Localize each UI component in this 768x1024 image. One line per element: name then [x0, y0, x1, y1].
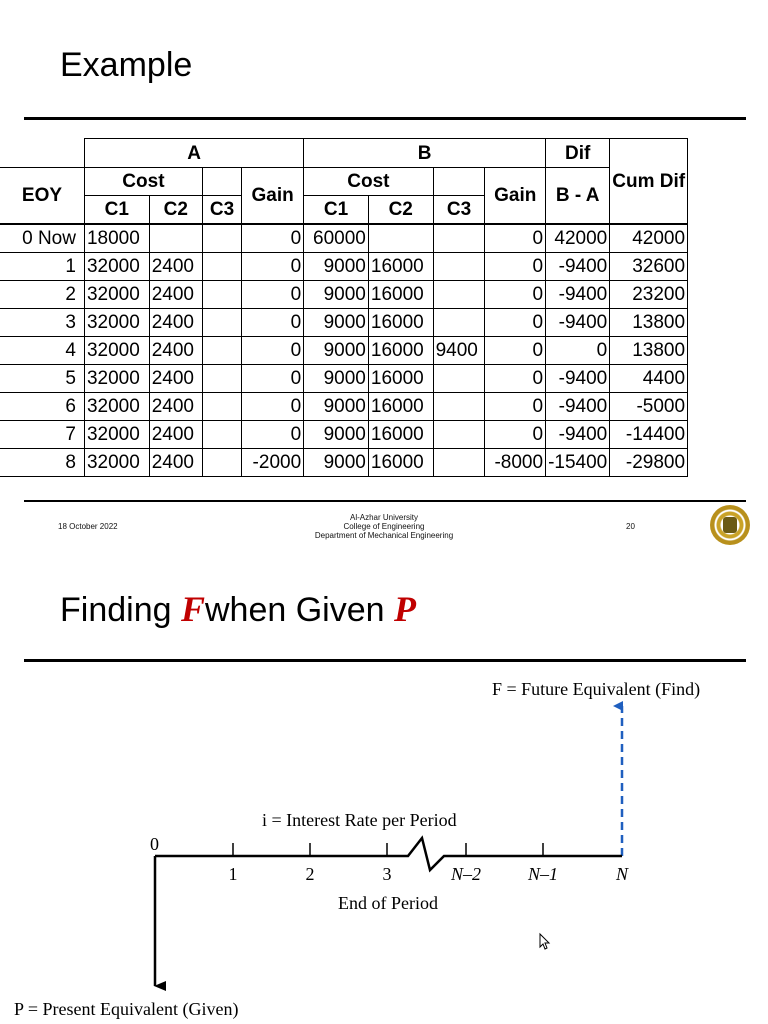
tick-label-n: N — [615, 864, 629, 884]
table-cell-a-c1: 32000 — [84, 421, 149, 449]
tick-label-2: 2 — [305, 864, 315, 884]
university-seal-logo — [710, 505, 750, 545]
table-cell-b-c1: 9000 — [304, 309, 369, 337]
table-cell-b-c2: 16000 — [368, 281, 433, 309]
table-cell-eoy: 6 — [0, 393, 84, 421]
table-cell-a-gain: 0 — [242, 365, 304, 393]
table-row — [0, 224, 746, 253]
table-cell-cum: 42000 — [610, 224, 688, 253]
footer-department: Department of Mechanical Engineering — [314, 531, 454, 540]
header-cum-dif: Cum Dif — [610, 139, 688, 225]
header-group-a: A — [84, 139, 303, 168]
table-cell-b-gain: 0 — [485, 281, 546, 309]
table-cell-b-gain: 0 — [485, 365, 546, 393]
table-cell-b-c2: 16000 — [368, 253, 433, 281]
header-b-minus-a: B - A — [546, 168, 610, 225]
table-cell-b-c2: 16000 — [368, 365, 433, 393]
table-cell-a-c3 — [202, 281, 241, 309]
table-cell-b-c3 — [433, 281, 485, 309]
table-cell-a-c1: 32000 — [84, 365, 149, 393]
table-cell-a-c2: 2400 — [149, 365, 202, 393]
header-b-c3: C3 — [433, 196, 485, 225]
title-text-1: Finding — [60, 591, 181, 629]
table-row — [0, 393, 746, 421]
table-cell-b-c3 — [433, 365, 485, 393]
table-cell-a-gain: -2000 — [242, 449, 304, 477]
table-cell-cum: -29800 — [610, 449, 688, 477]
table-cell-eoy: 8 — [0, 449, 84, 477]
table-cell-a-gain: 0 — [242, 309, 304, 337]
table-cell-b-c3 — [433, 393, 485, 421]
table-cell-b-c2 — [368, 224, 433, 253]
table-cell-dif: -9400 — [546, 393, 610, 421]
cash-flow-diagram — [0, 660, 768, 1024]
table-cell-b-c1: 9000 — [304, 421, 369, 449]
table-cell-eoy: 2 — [0, 281, 84, 309]
table-cell-cum: -14400 — [610, 421, 688, 449]
table-cell-b-gain: 0 — [485, 421, 546, 449]
table-row — [0, 309, 746, 337]
table-cell-cum: 4400 — [610, 365, 688, 393]
header-a-c2: C2 — [149, 196, 202, 225]
table-cell-b-c2: 16000 — [368, 309, 433, 337]
table-cell-b-c2: 16000 — [368, 393, 433, 421]
table-cell-dif: -9400 — [546, 309, 610, 337]
table-cell-cum: 13800 — [610, 337, 688, 365]
table-cell-a-c3 — [202, 365, 241, 393]
end-of-period-label: End of Period — [338, 893, 438, 913]
future-equivalent-label: F = Future Equivalent (Find) — [492, 679, 701, 699]
table-cell-dif: 0 — [546, 337, 610, 365]
footer-date: 18 October 2022 — [58, 522, 118, 531]
table-cell-cum: -5000 — [610, 393, 688, 421]
table-cell-b-c2: 16000 — [368, 337, 433, 365]
table-cell-b-gain: 0 — [485, 224, 546, 253]
table-cell-b-c1: 9000 — [304, 337, 369, 365]
table-cell-a-c1: 32000 — [84, 281, 149, 309]
table-cell-a-c1: 32000 — [84, 393, 149, 421]
table-cell-b-gain: 0 — [485, 309, 546, 337]
table-cell-a-gain: 0 — [242, 224, 304, 253]
header-a-c1: C1 — [84, 196, 149, 225]
table-cell-a-c2: 2400 — [149, 421, 202, 449]
table-cell-cum: 32600 — [610, 253, 688, 281]
table-cell-dif: -9400 — [546, 281, 610, 309]
table-cell-cum: 13800 — [610, 309, 688, 337]
table-cell-a-c3 — [202, 337, 241, 365]
footer-college: College of Engineering — [343, 522, 425, 531]
header-a-cost-blank — [202, 168, 241, 196]
table-cell-a-c3 — [202, 253, 241, 281]
header-b-gain: Gain — [485, 168, 546, 225]
table-cell-dif: -9400 — [546, 421, 610, 449]
table-cell-b-c3 — [433, 449, 485, 477]
table-cell-a-c1: 32000 — [84, 337, 149, 365]
table-cell-a-gain: 0 — [242, 421, 304, 449]
footer-page-number: 20 — [626, 522, 635, 531]
table-cell-b-c1: 9000 — [304, 253, 369, 281]
header-group-dif: Dif — [546, 139, 610, 168]
table-cell-a-c1: 18000 — [84, 224, 149, 253]
table-cell-a-c3 — [202, 449, 241, 477]
table-cell-a-c3 — [202, 224, 241, 253]
table-cell-a-c3 — [202, 393, 241, 421]
present-equivalent-label: P = Present Equivalent (Given) — [14, 999, 239, 1019]
table-cell-b-c1: 9000 — [304, 281, 369, 309]
table-cell-b-gain: -8000 — [485, 449, 546, 477]
table-cell-eoy: 3 — [0, 309, 84, 337]
table-cell-a-c1: 32000 — [84, 449, 149, 477]
table-cell-a-c2 — [149, 224, 202, 253]
table-cell-a-c2: 2400 — [149, 309, 202, 337]
slide-title-example: Example — [60, 46, 193, 84]
table-cell-b-c1: 9000 — [304, 365, 369, 393]
mouse-cursor-icon — [540, 934, 549, 949]
table-cell-b-c3 — [433, 224, 485, 253]
title-f-symbol: F — [180, 589, 205, 629]
table-cell-a-c2: 2400 — [149, 253, 202, 281]
table-cell-eoy: 4 — [0, 337, 84, 365]
footer-divider — [24, 500, 746, 502]
table-cell-eoy: 1 — [0, 253, 84, 281]
table-cell-eoy: 0 Now — [0, 224, 84, 253]
table-row — [0, 281, 746, 309]
header-b-cost: Cost — [304, 168, 433, 196]
table-cell-b-c2: 16000 — [368, 421, 433, 449]
tick-label-n-2: N–2 — [450, 864, 482, 884]
tick-label-1: 1 — [228, 864, 238, 884]
table-cell-b-c3 — [433, 309, 485, 337]
table-cell-dif: -15400 — [546, 449, 610, 477]
table-row — [0, 365, 746, 393]
table-cell-eoy: 7 — [0, 421, 84, 449]
cost-table-body — [0, 224, 746, 477]
table-cell-b-c1: 60000 — [304, 224, 369, 253]
slide-title-finding — [60, 588, 416, 630]
origin-label: 0 — [150, 834, 159, 854]
table-row — [0, 449, 746, 477]
table-cell-a-gain: 0 — [242, 253, 304, 281]
header-blank — [0, 139, 84, 168]
table-row — [0, 421, 746, 449]
table-row — [0, 253, 746, 281]
table-cell-b-c3 — [433, 253, 485, 281]
header-a-c3: C3 — [202, 196, 241, 225]
table-cell-b-c3: 9400 — [433, 337, 485, 365]
header-a-cost: Cost — [84, 168, 202, 196]
header-b-cost-blank — [433, 168, 485, 196]
table-cell-a-c2: 2400 — [149, 337, 202, 365]
axis-ticks — [233, 843, 543, 856]
title-divider — [24, 117, 746, 120]
table-cell-b-c1: 9000 — [304, 393, 369, 421]
cost-table — [0, 138, 746, 477]
table-cell-b-c3 — [433, 421, 485, 449]
table-cell-b-gain: 0 — [485, 393, 546, 421]
table-cell-b-c1: 9000 — [304, 449, 369, 477]
interest-rate-label: i = Interest Rate per Period — [262, 810, 457, 830]
table-cell-a-c3 — [202, 421, 241, 449]
tick-label-3: 3 — [382, 864, 392, 884]
table-row — [0, 337, 746, 365]
table-cell-b-gain: 0 — [485, 337, 546, 365]
table-cell-b-gain: 0 — [485, 253, 546, 281]
table-cell-a-gain: 0 — [242, 281, 304, 309]
header-b-c1: C1 — [304, 196, 369, 225]
table-cell-dif: 42000 — [546, 224, 610, 253]
table-cell-dif: -9400 — [546, 253, 610, 281]
cost-comparison-table — [0, 138, 746, 484]
table-cell-cum: 23200 — [610, 281, 688, 309]
table-cell-a-c1: 32000 — [84, 253, 149, 281]
table-cell-a-c2: 2400 — [149, 281, 202, 309]
table-cell-a-c2: 2400 — [149, 393, 202, 421]
table-cell-a-c2: 2400 — [149, 449, 202, 477]
header-b-c2: C2 — [368, 196, 433, 225]
table-cell-eoy: 5 — [0, 365, 84, 393]
table-cell-a-c1: 32000 — [84, 309, 149, 337]
table-cell-a-c3 — [202, 309, 241, 337]
header-eoy: EOY — [0, 168, 84, 225]
table-cell-dif: -9400 — [546, 365, 610, 393]
tick-label-n-1: N–1 — [527, 864, 559, 884]
table-cell-a-gain: 0 — [242, 393, 304, 421]
header-group-b: B — [304, 139, 546, 168]
footer-institution — [284, 513, 484, 540]
table-cell-a-gain: 0 — [242, 337, 304, 365]
footer-university: Al-Azhar University — [349, 513, 418, 522]
table-cell-b-c2: 16000 — [368, 449, 433, 477]
header-a-gain: Gain — [242, 168, 304, 225]
title-text-2: when Given — [204, 591, 394, 629]
title-p-symbol: P — [393, 589, 416, 629]
